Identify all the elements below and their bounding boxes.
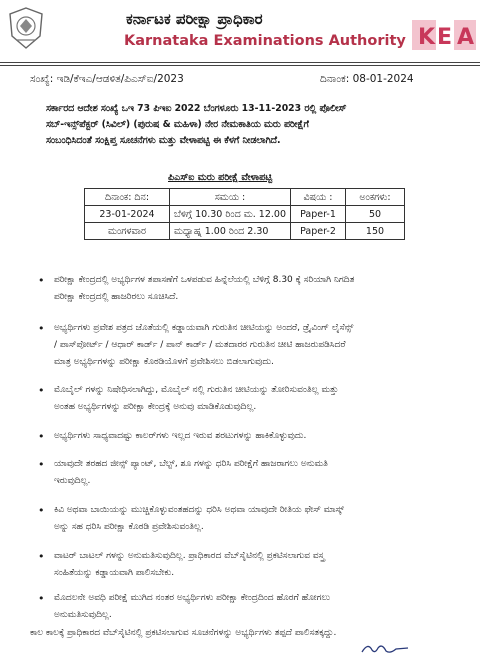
instruction-line: ಅನ್ನು ಸಹ ಧರಿಸಿ ಪರೀಕ್ಷಾ ಕೊಠಡಿ ಪ್ರವೇಶಿಸುವಂತಿಲ್ಲ. [54, 522, 204, 532]
intro-line: ಸಂಬಂಧಿಸಿದಂತೆ ಸಂಕ್ಷಿಪ್ತ ಸೂಚನೆಗಳು ಮತ್ತು ವೇಳಾಪಟ್ಟಿ ಈ ಕೆಳಗೆ ನೀಡಲಾಗಿದೆ. [46, 135, 281, 146]
footer-note: ಕಾಲ ಕಾಲಕ್ಕೆ ಪ್ರಾಧಿಕಾರದ ವೆಬ್‌ಸೈಟಿನಲ್ಲಿ ಪ್ರಕಟಿಸಲಾಗುವ ಸೂಚನೆಗಳನ್ನು ಅಭ್ಯರ್ಥಿಗಳು ತಪ್ಪದೆ ಪಾಲಿಸತಕ್ಕದ್ದು. [30, 628, 337, 638]
bullet-icon: • [38, 504, 45, 517]
kea-logo-icon [412, 6, 476, 54]
list-item [38, 272, 458, 306]
list-item [38, 428, 458, 445]
session-marks: 150 [346, 223, 405, 240]
bullet-icon: • [38, 274, 45, 287]
header-divider-bottom [0, 65, 480, 66]
kea-logo-a: A [457, 25, 475, 50]
instruction-line: ಕಿವಿ ಅಥವಾ ಬಾಯಿಯನ್ನು ಮುಚ್ಚಿಕೊಳ್ಳುವಂತಹದನ್ನು ಧರಿಸಿ ಅಥವಾ ಯಾವುದೇ ರೀತಿಯ ಫೇಸ್ ಮಾಸ್ಕ್ [54, 505, 345, 515]
exam-day: ಮಂಗಳವಾರ [85, 223, 170, 240]
instruction-line: ಅಭ್ಯರ್ಥಿಗಳು ಪ್ರವೇಶ ಪತ್ರದ ಜೊತೆಯಲ್ಲಿ ಕಡ್ಡಾಯವಾಗಿ ಗುರುತಿನ ಚೀಟಿಯನ್ನು ಅಂದರೆ, ಡ್ರೈವಿಂಗ್ ಲೈಸೆನ್ಸ್ [54, 323, 354, 333]
instruction-line: ಇರುವುದಿಲ್ಲ. [54, 476, 91, 486]
exam-date: 23-01-2024 [85, 206, 170, 223]
session-marks: 50 [346, 206, 405, 223]
authority-title-kannada: ಕರ್ನಾಟಕ ಪರೀಕ್ಷಾ ಪ್ರಾಧಿಕಾರ [126, 10, 263, 28]
timetable-header-row [85, 189, 405, 206]
reference-date: ದಿನಾಂಕ: 08-01-2024 [320, 73, 414, 85]
session-subject: Paper-2 [291, 223, 346, 240]
instruction-line: ಮಾತ್ರ ಅಭ್ಯರ್ಥಿಗಳನ್ನು ಪರೀಕ್ಷಾ ಕೊಠಡಿಯೊಳಗೆ ಪ್ರವೇಶಿಸಲು ಬಿಡಲಾಗುವುದು. [54, 357, 274, 367]
instruction-line: ಪರೀಕ್ಷಾ ಕೇಂದ್ರದಲ್ಲಿ ಹಾಜರಿರಲು ಸೂಚಿಸಿದೆ. [54, 292, 179, 302]
instruction-line: ಅಭ್ಯರ್ಥಿಗಳು ಸಾಧ್ಯವಾದಷ್ಟು ಕಾಲರ್‌ಗಳು ಇಲ್ಲದ ಇರುವ ಶರಟುಗಳನ್ನು ಹಾಕಿಕೊಳ್ಳುವುದು. [54, 431, 307, 441]
table-row [85, 223, 405, 240]
bullet-icon: • [38, 322, 45, 335]
letterhead [0, 0, 480, 62]
instruction-line: ಮೊದಲನೇ ಅವಧಿ ಪರೀಕ್ಷೆ ಮುಗಿದ ನಂತರ ಅಭ್ಯರ್ಥಿಗಳು ಪರೀಕ್ಷಾ ಕೇಂದ್ರದಿಂದ ಹೊರಗೆ ಹೋಗಲು [54, 593, 331, 603]
intro-paragraph [46, 101, 426, 149]
instruction-line: ಅಂತಹ ಅಭ್ಯರ್ಥಿಗಳನ್ನು ಪರೀಕ್ಷಾ ಕೇಂದ್ರಕ್ಕೆ ಅನುವು ಮಾಡಿಕೊಡುವುದಿಲ್ಲ. [54, 402, 257, 412]
table-row [85, 206, 405, 223]
instruction-line: ಸಂಹಿತೆಯನ್ನು ಕಡ್ಡಾಯವಾಗಿ ಪಾಲಿಸಬೇಕು. [54, 568, 175, 578]
karnataka-seal-icon [6, 6, 46, 50]
list-item [38, 320, 458, 371]
instruction-line: ಮೊಬೈಲ್ ಗಳನ್ನು ನಿಷೇಧಿಸಲಾಗಿದ್ದು, ಮೊಬೈಲ್ ನಲ್ಲಿ ಗುರುತಿನ ಚೀಟಿಯನ್ನು ತೋರಿಸುವಂತಿಲ್ಲ ಮತ್ತು [54, 385, 339, 395]
instruction-line: / ಪಾಸ್‌ಪೋರ್ಟ್ / ಆಧಾರ್ ಕಾರ್ಡ್ / ಪಾನ್ ಕಾರ್ಡ್ / ಮತದಾರರ ಗುರುತಿನ ಚೀಟಿ ಹಾಜರುಪಡಿಸಿದರೆ [54, 340, 346, 350]
intro-line: ಸಬ್-ಇನ್ಸ್‌ಪೆಕ್ಟರ್ (ಸಿವಿಲ್) (ಪುರುಷ & ಮಹಿಳಾ) ನೇರ ನೇಮಕಾತಿಯ ಮರು ಪರೀಕ್ಷೆಗೆ [46, 119, 309, 130]
instruction-line: ಅನುಮತಿಸುವುದಿಲ್ಲ. [54, 610, 112, 620]
header-divider-top [0, 62, 480, 63]
list-item [38, 456, 458, 490]
bullet-icon: • [38, 592, 45, 605]
bullet-icon: • [38, 430, 45, 443]
header-subject: ವಿಷಯ : [291, 189, 346, 206]
reference-number: ಸಂಖ್ಯೆ: ಇಡಿ/ಕೆಇಎ/ಆಡಳಿತ/ಪಿಎಸ್‌ಐ/2023 [30, 73, 184, 85]
session-subject: Paper-1 [291, 206, 346, 223]
signature-icon [360, 640, 410, 656]
bullet-icon: • [38, 384, 45, 397]
kea-logo-e: E [437, 25, 453, 50]
list-item [38, 502, 458, 536]
instruction-line: ವಾಟರ್ ಬಾಟಲ್ ಗಳನ್ನು ಅನುಮತಿಸುವುದಿಲ್ಲ. ಪ್ರಾಧಿಕಾರದ ವೆಬ್‌ಸೈಟಿನಲ್ಲಿ ಪ್ರಕಟಿಸಲಾಗುವ ವಸ್ತ್ರ [54, 551, 325, 561]
list-item [38, 590, 458, 624]
timetable-title: ಪಿಎಸ್‌ಐ ಮರು ಪರೀಕ್ಷೆ ವೇಳಾಪಟ್ಟಿ [168, 172, 273, 183]
bullet-icon: • [38, 458, 45, 471]
timetable-table [84, 188, 405, 240]
header-marks: ಅಂಕಗಳು: [346, 189, 405, 206]
bullet-icon: • [38, 550, 45, 563]
session-time: ಮಧ್ಯಾಹ್ನ 1.00 ರಿಂದ 2.30 [170, 223, 291, 240]
header-date-day: ದಿನಾಂಕ: ದಿನ: [85, 189, 170, 206]
authority-title-english: Karnataka Examinations Authority [124, 33, 406, 49]
list-item [38, 382, 458, 416]
instruction-line: ಪರೀಕ್ಷಾ ಕೇಂದ್ರದಲ್ಲಿ ಅಭ್ಯರ್ಥಿಗಳ ತಪಾಸಣೆಗೆ ಒಳಪಡುವ ಹಿನ್ನೆಲೆಯಲ್ಲಿ ಬೆಳಿಗ್ಗೆ 8.30 ಕ್ಕೆ ಸರಿಯಾಗಿ ನಿಗದಿತ [54, 275, 355, 285]
list-item [38, 548, 458, 582]
session-time: ಬೆಳಿಗ್ಗೆ 10.30 ರಿಂದ ಮ. 12.00 [170, 206, 291, 223]
kea-logo-k: K [418, 25, 436, 50]
intro-line: ಸರ್ಕಾರದ ಆದೇಶ ಸಂಖ್ಯೆ ಒಇ 73 ಪಿಇಐ 2022 ಬೆಂಗಳೂರು 13-11-2023 ರಲ್ಲಿ ಪೊಲೀಸ್ [46, 103, 347, 114]
header-time: ಸಮಯ : [170, 189, 291, 206]
instruction-line: ಯಾವುದೇ ತರಹದ ಜೀನ್ಸ್ ಪ್ಯಾಂಟ್, ಬೆಲ್ಟ್, ಶೂ ಗಳನ್ನು ಧರಿಸಿ ಪರೀಕ್ಷೆಗೆ ಹಾಜರಾಗಲು ಅನುಮತಿ [54, 459, 328, 469]
